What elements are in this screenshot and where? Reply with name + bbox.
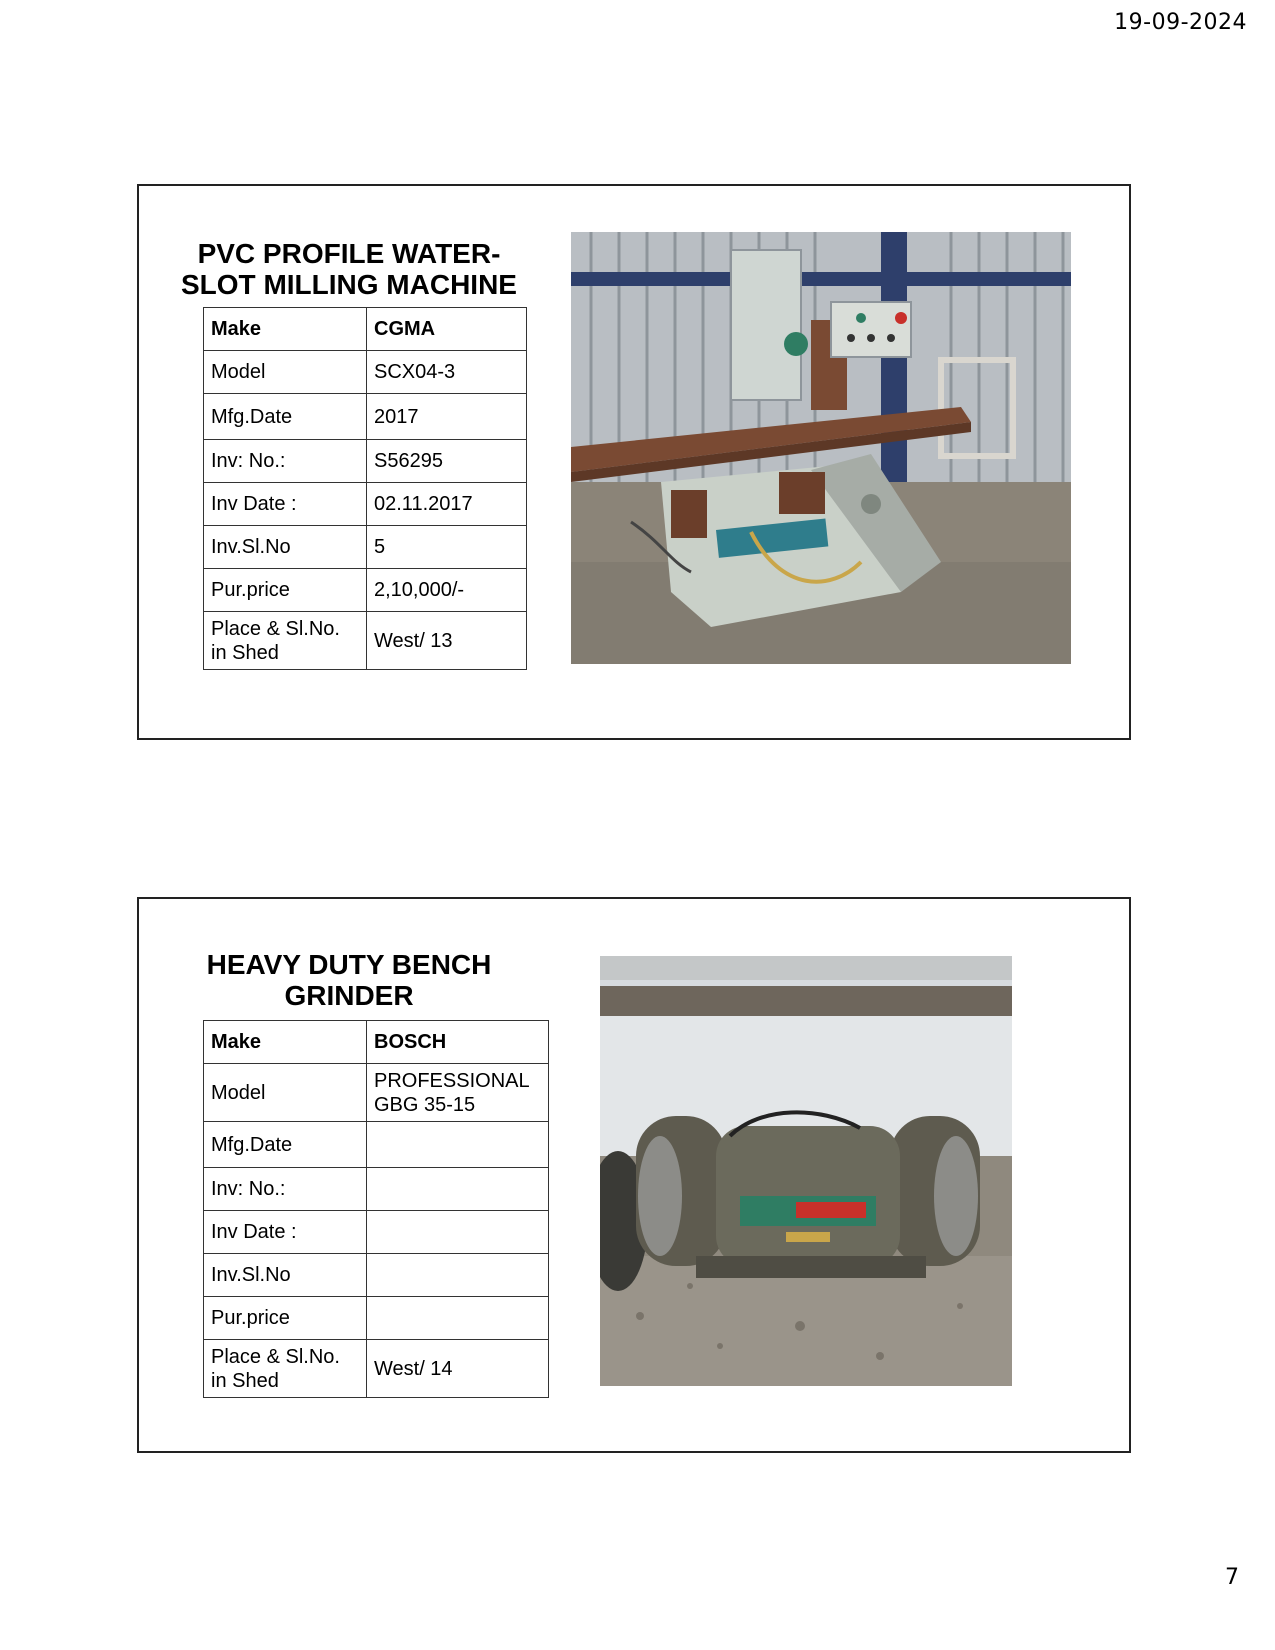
spec-value: 5 bbox=[367, 526, 527, 569]
table-row bbox=[204, 569, 527, 612]
spec-value: 2,10,000/- bbox=[367, 569, 527, 612]
title-line: PVC PROFILE WATER- bbox=[197, 238, 501, 269]
bench-grinder-illustration bbox=[600, 956, 1012, 1386]
spec-value: S56295 bbox=[367, 440, 527, 483]
spec-key-line: in Shed bbox=[211, 1369, 279, 1392]
spec-key: Mfg.Date bbox=[204, 1122, 367, 1168]
spec-key: Model bbox=[204, 351, 367, 394]
spec-key: Inv.Sl.No bbox=[204, 1254, 367, 1297]
grinder-photo bbox=[600, 956, 1012, 1386]
spec-value: 02.11.2017 bbox=[367, 483, 527, 526]
slide-title bbox=[179, 949, 519, 1011]
spec-value: 2017 bbox=[367, 394, 527, 440]
slide-bench-grinder bbox=[137, 897, 1131, 1453]
table-row bbox=[204, 1340, 549, 1398]
table-row bbox=[204, 1168, 549, 1211]
spec-value: CGMA bbox=[367, 308, 527, 351]
spec-key: Inv: No.: bbox=[204, 1168, 367, 1211]
spec-value-line: PROFESSIONAL bbox=[374, 1069, 530, 1092]
page-number: 7 bbox=[1225, 1565, 1239, 1590]
spec-key: Pur.price bbox=[204, 569, 367, 612]
spec-key bbox=[204, 1340, 367, 1398]
spec-key: Inv Date : bbox=[204, 483, 367, 526]
spec-key: Mfg.Date bbox=[204, 394, 367, 440]
spec-key: Make bbox=[204, 308, 367, 351]
spec-key: Inv Date : bbox=[204, 1211, 367, 1254]
title-line: SLOT MILLING MACHINE bbox=[181, 269, 517, 300]
table-row bbox=[204, 526, 527, 569]
spec-key: Inv: No.: bbox=[204, 440, 367, 483]
spec-table bbox=[203, 307, 527, 670]
table-row bbox=[204, 1064, 549, 1122]
spec-key: Model bbox=[204, 1064, 367, 1122]
spec-key: Make bbox=[204, 1021, 367, 1064]
spec-value: West/ 13 bbox=[367, 612, 527, 670]
spec-value bbox=[367, 1064, 549, 1122]
table-row bbox=[204, 351, 527, 394]
milling-machine-illustration bbox=[571, 232, 1071, 664]
spec-table bbox=[203, 1020, 549, 1398]
table-row bbox=[204, 394, 527, 440]
table-row bbox=[204, 612, 527, 670]
spec-value bbox=[367, 1254, 549, 1297]
table-row bbox=[204, 1021, 549, 1064]
slide-milling-machine bbox=[137, 184, 1131, 740]
spec-key: Inv.Sl.No bbox=[204, 526, 367, 569]
title-line: HEAVY DUTY BENCH bbox=[206, 949, 492, 980]
table-row bbox=[204, 1297, 549, 1340]
table-row bbox=[204, 308, 527, 351]
table-row bbox=[204, 483, 527, 526]
table-row bbox=[204, 440, 527, 483]
table-row bbox=[204, 1122, 549, 1168]
title-line: GRINDER bbox=[284, 980, 414, 1011]
slide-title bbox=[179, 238, 519, 300]
spec-value bbox=[367, 1297, 549, 1340]
spec-value bbox=[367, 1211, 549, 1254]
table-row bbox=[204, 1211, 549, 1254]
spec-key-line: Place & Sl.No. bbox=[211, 617, 340, 640]
machine-photo bbox=[571, 232, 1071, 664]
table-row bbox=[204, 1254, 549, 1297]
spec-value: SCX04-3 bbox=[367, 351, 527, 394]
spec-key: Pur.price bbox=[204, 1297, 367, 1340]
spec-value: BOSCH bbox=[367, 1021, 549, 1064]
spec-key-line: in Shed bbox=[211, 641, 279, 664]
page-date: 19-09-2024 bbox=[1114, 10, 1247, 35]
spec-value-line: GBG 35-15 bbox=[374, 1093, 476, 1116]
spec-value bbox=[367, 1122, 549, 1168]
spec-key-line: Place & Sl.No. bbox=[211, 1345, 340, 1368]
spec-value: West/ 14 bbox=[367, 1340, 549, 1398]
spec-key bbox=[204, 612, 367, 670]
spec-value bbox=[367, 1168, 549, 1211]
